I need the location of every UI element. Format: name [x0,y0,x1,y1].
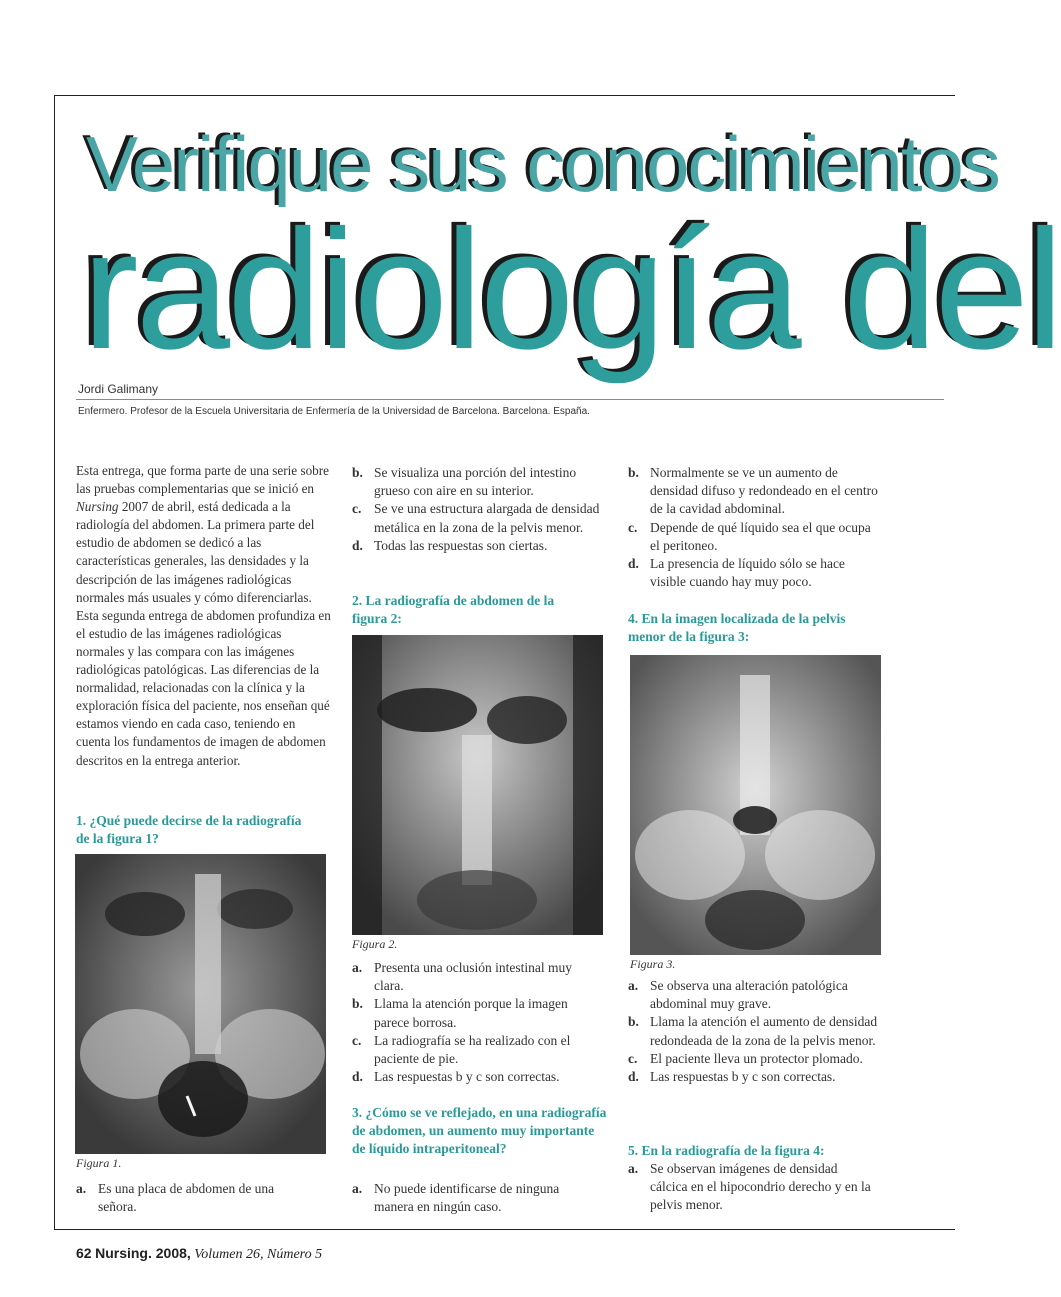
intro-paragraph: Esta entrega, que forma parte de una serie sobre las pruebas complementarias que se inició en Nursing 2007 de abril, está dedicada a la radiología del abdomen. La primera parte del estudio de abdomen se dedicó a las características generales, las densidades y la descripción de las imágenes radiológicas normales más usuales y cómo diferenciarlas. Esta segunda entrega de abdomen profundiza en el estudio de las imágenes radiológicas normales y las compara con las imágenes radiológicas patológicas. Las diferencias de la normalidad, relacionadas con la clínica y la exploración física del paciente, nos enseñan qué estamos viendo en cada caso, teniendo en cuenta los fundamentos de imagen de abdomen descritos en la entrega anterior. [76,463,331,768]
question-4-title: 4. En la imagen localizada de la pelvis menor de la figura 3: [628,611,846,644]
author-name: Jordi Galimany [78,382,159,396]
question-3-options [352,1180,602,1216]
question-1-options-continued [352,464,607,555]
figure-1-caption: Figura 1. [76,1156,122,1170]
option-3a: a. No puede identificarse de ninguna manera en ningún caso. [352,1181,560,1215]
page-footer [76,1245,322,1263]
header-rule [76,399,944,400]
figure-2-caption: Figura 2. [352,937,398,951]
option-4a: a. Se observa una alteración patológica abdominal muy grave. [628,978,848,1012]
figure-3-xray [630,655,881,955]
figure-2-xray [352,635,603,935]
option-4d: d. Las respuestas b y c son correctas. [628,1069,836,1085]
journal-name: Nursing. 2008, [95,1245,191,1261]
question-3-title: 3. ¿Cómo se ve reflejado, en una radiografía de abdomen, un aumento muy importante de líquido intraperitoneal? [352,1105,607,1156]
option-4b: b. Llama la atención el aumento de densidad redondeada de la zona de la pelvis menor. [628,1014,878,1048]
option-5a: a. Se observan imágenes de densidad cálcica en el hipocondrio derecho y en la pelvis menor. [628,1161,871,1213]
title-line-2: radiología del [82,195,1061,385]
figure-1-xray [75,854,326,1154]
option-3c: c. Depende de qué líquido sea el que ocupa el peritoneo. [628,519,871,553]
question-3-options-continued [628,464,878,591]
figure-3-caption: Figura 3. [630,957,676,971]
author-affiliation: Enfermero. Profesor de la Escuela Universitaria de Enfermería de la Universidad de Barcelona. Barcelona. España. [78,406,590,417]
question-1-title: 1. ¿Qué puede decirse de la radiografía de la figura 1? [76,813,302,846]
option-2a: a. Presenta una oclusión intestinal muy clara. [352,960,572,994]
option-2c: c. La radiografía se ha realizado con el paciente de pie. [352,1032,571,1067]
option-1c: c. Se ve una estructura alargada de densidad metálica en la zona de la pelvis menor. [352,501,600,535]
question-5-options [628,1160,878,1215]
page-number: 62 [76,1245,92,1261]
title-line-1: Verifique sus conocimientos [86,120,999,208]
issue-info: Volumen 26, Número 5 [194,1247,323,1262]
question-2-title: 2. La radiografía de abdomen de la figura 2: [352,593,555,626]
option-3d: d. La presencia de líquido sólo se hace visible cuando hay muy poco. [628,556,845,590]
option-2d: d. Las respuestas b y c son correctas. [352,1069,560,1085]
option-1a: a. Es una placa de abdomen de una señora. [76,1181,275,1215]
question-2-options [352,959,602,1086]
option-4c: c. El paciente lleva un protector plomado. [628,1050,863,1066]
option-2b: b. Llama la atención porque la imagen parece borrosa. [352,996,568,1030]
question-1-options [76,1180,316,1216]
option-1b: b. Se visualiza una porción del intestino grueso con aire en su interior. [352,465,577,499]
question-4-options [628,977,878,1086]
option-3b: b. Normalmente se ve un aumento de densidad difuso y redondeado en el centro de la cavidad abdominal. [628,465,878,517]
question-5-title: 5. En la radiografía de la figura 4: [628,1143,825,1158]
option-1d: d. Todas las respuestas son ciertas. [352,537,548,553]
